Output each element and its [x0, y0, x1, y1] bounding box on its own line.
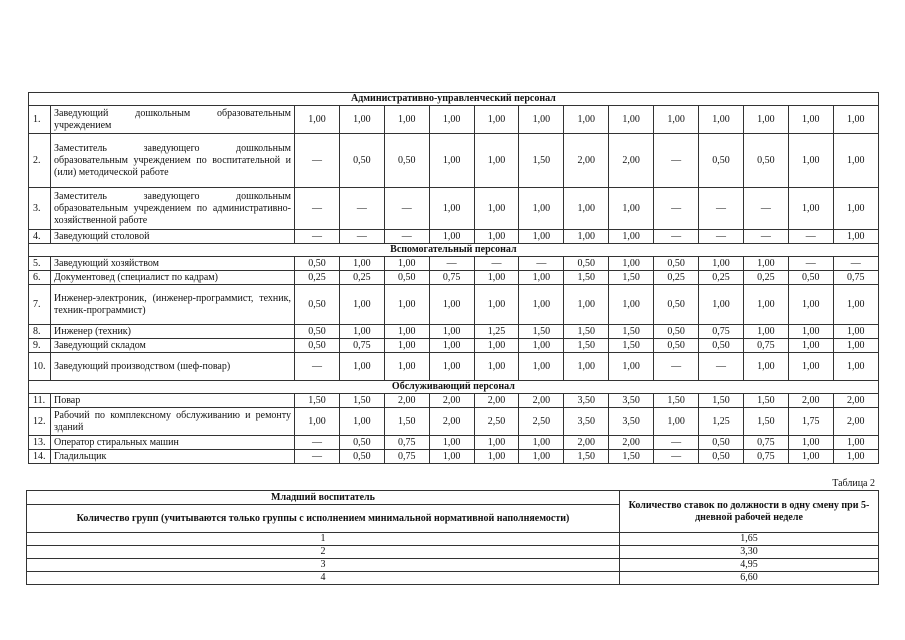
rate-value-cell: 1,00 — [474, 188, 519, 230]
rate-value-cell: — — [295, 230, 340, 244]
rate-value-cell: 1,00 — [384, 106, 429, 134]
rate-value-cell: 1,00 — [429, 436, 474, 450]
rate-value-cell: 3,50 — [564, 408, 609, 436]
rate-value-cell: 1,00 — [609, 353, 654, 381]
rate-value-cell: 1,00 — [429, 188, 474, 230]
rate-value-cell: 0,50 — [743, 134, 788, 188]
row-number: 3. — [29, 188, 51, 230]
rate-value-cell: 1,75 — [788, 408, 833, 436]
rate-value-cell: — — [384, 188, 429, 230]
rate-cell: 6,60 — [620, 572, 879, 585]
rate-value-cell: 1,00 — [295, 106, 340, 134]
junior-teacher-header: Младший воспитатель — [27, 491, 620, 505]
rate-value-cell: 1,00 — [339, 106, 384, 134]
rate-value-cell: 1,00 — [519, 450, 564, 464]
section-title: Обслуживающий персонал — [29, 381, 879, 394]
rate-value-cell: 1,00 — [743, 325, 788, 339]
rate-value-cell: — — [699, 353, 744, 381]
position-name: Повар — [51, 394, 295, 408]
rate-value-cell: 0,50 — [295, 285, 340, 325]
position-name: Гладильщик — [51, 450, 295, 464]
position-name: Заведующий столовой — [51, 230, 295, 244]
rate-value-cell: 1,50 — [743, 408, 788, 436]
rate-value-cell: 2,00 — [564, 134, 609, 188]
rate-value-cell: 1,00 — [788, 134, 833, 188]
rate-value-cell: 2,00 — [474, 394, 519, 408]
section-title: Вспомогательный персонал — [29, 244, 879, 257]
rate-value-cell: 1,00 — [384, 325, 429, 339]
rate-value-cell: 0,50 — [295, 339, 340, 353]
row-number: 9. — [29, 339, 51, 353]
rate-value-cell: 0,75 — [833, 271, 878, 285]
rate-value-cell: — — [699, 230, 744, 244]
position-name: Оператор стиральных машин — [51, 436, 295, 450]
rate-value-cell: 1,00 — [788, 285, 833, 325]
rate-value-cell: 1,00 — [429, 230, 474, 244]
table-row — [29, 106, 879, 134]
table-row — [29, 353, 879, 381]
rate-value-cell: 2,00 — [519, 394, 564, 408]
rate-value-cell: 1,00 — [429, 285, 474, 325]
rate-value-cell: — — [788, 257, 833, 271]
rate-value-cell: 0,50 — [699, 339, 744, 353]
rate-value-cell: 0,50 — [788, 271, 833, 285]
rate-value-cell: 1,50 — [609, 339, 654, 353]
rate-value-cell: 1,00 — [833, 134, 878, 188]
rate-value-cell: — — [295, 188, 340, 230]
rate-value-cell: 1,00 — [339, 257, 384, 271]
rate-value-cell: 1,00 — [833, 230, 878, 244]
rate-value-cell: 1,00 — [474, 134, 519, 188]
rate-value-cell: 1,00 — [339, 325, 384, 339]
position-name: Заведующий дошкольным образовательным учреждением — [51, 106, 295, 134]
rate-value-cell: 1,50 — [699, 394, 744, 408]
rate-value-cell: 3,50 — [609, 408, 654, 436]
staffing-table — [28, 92, 879, 464]
rate-value-cell: 1,00 — [833, 188, 878, 230]
rate-value-cell: 1,00 — [384, 285, 429, 325]
rate-value-cell: 0,25 — [295, 271, 340, 285]
rate-value-cell: 1,00 — [699, 106, 744, 134]
rate-value-cell: 1,00 — [564, 285, 609, 325]
rate-value-cell: 1,50 — [564, 325, 609, 339]
row-number: 7. — [29, 285, 51, 325]
rate-value-cell: 1,00 — [474, 285, 519, 325]
rate-value-cell: 1,00 — [743, 285, 788, 325]
rate-value-cell: 2,00 — [833, 394, 878, 408]
rate-value-cell: 1,00 — [833, 325, 878, 339]
rate-value-cell: 0,25 — [339, 271, 384, 285]
rate-value-cell: 1,00 — [519, 436, 564, 450]
rate-value-cell: 1,00 — [833, 436, 878, 450]
rate-value-cell: 1,00 — [609, 188, 654, 230]
groups-column-header: Количество групп (учитываются только группы с исполнением минимальной нормативной наполняемости) — [27, 505, 620, 533]
rate-value-cell: 0,50 — [699, 450, 744, 464]
row-number: 10. — [29, 353, 51, 381]
groups-cell: 2 — [27, 546, 620, 559]
rate-value-cell: 1,00 — [609, 285, 654, 325]
rate-value-cell: 1,00 — [429, 325, 474, 339]
rate-value-cell: 1,00 — [429, 106, 474, 134]
rate-cell: 4,95 — [620, 559, 879, 572]
rate-value-cell: 1,00 — [429, 339, 474, 353]
rate-value-cell: — — [743, 188, 788, 230]
rate-value-cell: 1,50 — [384, 408, 429, 436]
rate-value-cell: — — [699, 188, 744, 230]
rate-value-cell: 1,00 — [788, 353, 833, 381]
rate-value-cell: — — [654, 134, 699, 188]
position-name: Заведующий складом — [51, 339, 295, 353]
position-name: Заведующий хозяйством — [51, 257, 295, 271]
rate-value-cell: 1,50 — [519, 325, 564, 339]
rate-value-cell: 1,00 — [384, 353, 429, 381]
rate-value-cell: 0,75 — [743, 436, 788, 450]
rate-value-cell: 0,75 — [699, 325, 744, 339]
rate-value-cell: 2,50 — [474, 408, 519, 436]
table-row — [29, 188, 879, 230]
rate-value-cell: 1,00 — [788, 436, 833, 450]
rate-value-cell: 1,00 — [564, 188, 609, 230]
rate-value-cell: 1,00 — [609, 230, 654, 244]
row-number: 11. — [29, 394, 51, 408]
table-row — [29, 408, 879, 436]
rate-value-cell: 0,50 — [295, 257, 340, 271]
rate-value-cell: 0,75 — [339, 339, 384, 353]
rate-value-cell: 2,00 — [429, 394, 474, 408]
rate-value-cell: 1,00 — [519, 106, 564, 134]
rate-value-cell: 1,00 — [429, 450, 474, 464]
rate-value-cell: 1,00 — [833, 353, 878, 381]
rate-value-cell: 1,00 — [654, 408, 699, 436]
row-number: 8. — [29, 325, 51, 339]
table-row — [29, 271, 879, 285]
rate-value-cell: 1,00 — [429, 134, 474, 188]
rate-value-cell: — — [654, 230, 699, 244]
rate-value-cell: 0,25 — [654, 271, 699, 285]
position-name: Заместитель заведующего дошкольным образовательным учреждением по воспитательной и (или) методической работе — [51, 134, 295, 188]
rate-value-cell: 1,00 — [519, 230, 564, 244]
rate-value-cell: 1,00 — [788, 188, 833, 230]
rate-value-cell: 1,00 — [339, 408, 384, 436]
rate-value-cell: 1,50 — [609, 271, 654, 285]
rate-value-cell: 1,00 — [474, 436, 519, 450]
rate-value-cell: — — [833, 257, 878, 271]
groups-cell: 1 — [27, 533, 620, 546]
row-number: 5. — [29, 257, 51, 271]
rate-value-cell: 3,50 — [564, 394, 609, 408]
rate-value-cell: 1,00 — [564, 353, 609, 381]
rate-value-cell: 1,00 — [384, 257, 429, 271]
rate-value-cell: 1,00 — [519, 271, 564, 285]
table-row — [29, 285, 879, 325]
rate-value-cell: 1,50 — [609, 450, 654, 464]
row-number: 1. — [29, 106, 51, 134]
rate-value-cell: 1,00 — [833, 285, 878, 325]
rate-value-cell: 1,00 — [788, 325, 833, 339]
rate-value-cell: — — [474, 257, 519, 271]
junior-teacher-table — [26, 490, 879, 585]
rate-value-cell: 1,00 — [833, 339, 878, 353]
rate-value-cell: 0,50 — [654, 339, 699, 353]
rate-value-cell: 2,00 — [788, 394, 833, 408]
rate-value-cell: 2,00 — [609, 436, 654, 450]
rate-value-cell: 2,50 — [519, 408, 564, 436]
rate-value-cell: 1,50 — [564, 339, 609, 353]
rate-value-cell: 1,00 — [609, 257, 654, 271]
rate-cell: 3,30 — [620, 546, 879, 559]
rate-value-cell: 1,00 — [743, 353, 788, 381]
rate-value-cell: 1,00 — [699, 257, 744, 271]
rate-value-cell: 0,75 — [743, 339, 788, 353]
rate-value-cell: 1,00 — [788, 106, 833, 134]
rate-value-cell: — — [654, 436, 699, 450]
rate-value-cell: 0,75 — [743, 450, 788, 464]
rate-value-cell: — — [743, 230, 788, 244]
row-number: 6. — [29, 271, 51, 285]
rate-value-cell: 1,00 — [519, 353, 564, 381]
rate-value-cell: 0,50 — [654, 285, 699, 325]
rate-value-cell: 0,50 — [384, 134, 429, 188]
rate-value-cell: 1,00 — [743, 106, 788, 134]
rate-cell: 1,65 — [620, 533, 879, 546]
rate-value-cell: 0,50 — [654, 257, 699, 271]
staffing-table-body — [29, 93, 879, 464]
rate-value-cell: 1,50 — [295, 394, 340, 408]
rate-value-cell: 0,25 — [743, 271, 788, 285]
rate-value-cell: 1,00 — [474, 271, 519, 285]
row-number: 4. — [29, 230, 51, 244]
rate-value-cell: 1,00 — [743, 257, 788, 271]
rate-value-cell: 1,00 — [519, 339, 564, 353]
rate-value-cell: 0,50 — [654, 325, 699, 339]
rate-value-cell: 1,00 — [384, 339, 429, 353]
rate-value-cell: — — [519, 257, 564, 271]
rate-value-cell: 2,00 — [564, 436, 609, 450]
rate-value-cell: — — [295, 353, 340, 381]
rate-value-cell: — — [295, 450, 340, 464]
rate-value-cell: 0,75 — [429, 271, 474, 285]
table-row — [29, 134, 879, 188]
rate-value-cell: 1,50 — [564, 450, 609, 464]
table-row — [29, 325, 879, 339]
rate-value-cell: — — [788, 230, 833, 244]
rate-value-cell: — — [295, 436, 340, 450]
rate-value-cell: 0,50 — [339, 450, 384, 464]
position-name: Заместитель заведующего дошкольным образовательным учреждением по административно-хозяйственной работе — [51, 188, 295, 230]
groups-cell: 3 — [27, 559, 620, 572]
rate-value-cell: 1,00 — [339, 285, 384, 325]
rate-value-cell: 1,25 — [699, 408, 744, 436]
rate-value-cell: 1,50 — [609, 325, 654, 339]
rate-value-cell: 1,00 — [295, 408, 340, 436]
rate-value-cell: — — [654, 188, 699, 230]
rate-value-cell: 1,00 — [474, 106, 519, 134]
rate-value-cell: 1,00 — [699, 285, 744, 325]
rate-value-cell: 2,00 — [384, 394, 429, 408]
rate-value-cell: 2,00 — [429, 408, 474, 436]
rate-value-cell: — — [384, 230, 429, 244]
table-row — [29, 339, 879, 353]
rate-value-cell: — — [295, 134, 340, 188]
rate-value-cell: 1,00 — [788, 450, 833, 464]
rate-value-cell: 0,50 — [339, 436, 384, 450]
rate-value-cell: 3,50 — [609, 394, 654, 408]
rate-value-cell: 1,50 — [743, 394, 788, 408]
rate-value-cell: — — [654, 450, 699, 464]
rate-value-cell: 0,75 — [384, 450, 429, 464]
groups-cell: 4 — [27, 572, 620, 585]
rate-value-cell: 1,50 — [339, 394, 384, 408]
section-title: Административно-управленческий персонал — [29, 93, 879, 106]
position-name: Инженер (техник) — [51, 325, 295, 339]
rate-value-cell: 0,25 — [699, 271, 744, 285]
rate-value-cell: 0,50 — [699, 436, 744, 450]
table-row — [29, 450, 879, 464]
table-row — [29, 230, 879, 244]
rate-column-header: Количество ставок по должности в одну смену при 5-дневной рабочей неделе — [620, 491, 879, 533]
rate-value-cell: 0,50 — [384, 271, 429, 285]
rate-value-cell: 2,00 — [609, 134, 654, 188]
rate-value-cell: 1,25 — [474, 325, 519, 339]
rate-value-cell: 1,00 — [564, 106, 609, 134]
rate-value-cell: 0,50 — [564, 257, 609, 271]
rate-value-cell: — — [654, 353, 699, 381]
row-number: 2. — [29, 134, 51, 188]
rate-value-cell: 1,00 — [788, 339, 833, 353]
section-header-row — [29, 244, 879, 257]
rate-value-cell: 0,50 — [295, 325, 340, 339]
rate-value-cell: 1,00 — [474, 230, 519, 244]
rate-value-cell: 0,75 — [384, 436, 429, 450]
rate-value-cell: 1,00 — [474, 450, 519, 464]
rate-value-cell: 1,50 — [519, 134, 564, 188]
table-row — [29, 436, 879, 450]
rate-value-cell: — — [339, 230, 384, 244]
section-header-row — [29, 93, 879, 106]
rate-value-cell: 2,00 — [833, 408, 878, 436]
rate-value-cell: 1,00 — [474, 339, 519, 353]
rate-value-cell: 0,50 — [339, 134, 384, 188]
rate-value-cell: 1,00 — [833, 106, 878, 134]
rate-value-cell: 1,50 — [564, 271, 609, 285]
table-row — [29, 394, 879, 408]
rate-value-cell: 1,00 — [609, 106, 654, 134]
position-name: Документовед (специалист по кадрам) — [51, 271, 295, 285]
rate-value-cell: 1,00 — [519, 188, 564, 230]
table-row — [29, 257, 879, 271]
rate-value-cell: 0,50 — [699, 134, 744, 188]
position-name: Рабочий по комплексному обслуживанию и ремонту зданий — [51, 408, 295, 436]
section-header-row — [29, 381, 879, 394]
row-number: 14. — [29, 450, 51, 464]
rate-value-cell: 1,00 — [474, 353, 519, 381]
table-2-caption: Таблица 2 — [832, 478, 875, 489]
rate-value-cell: 1,00 — [429, 353, 474, 381]
rate-value-cell: 1,00 — [519, 285, 564, 325]
rate-value-cell: 1,00 — [564, 230, 609, 244]
position-name: Инженер-электроник, (инженер-программист, техник, техник-программист) — [51, 285, 295, 325]
row-number: 13. — [29, 436, 51, 450]
rate-value-cell: 1,00 — [339, 353, 384, 381]
row-number: 12. — [29, 408, 51, 436]
rate-value-cell: 1,00 — [833, 450, 878, 464]
rate-value-cell: 1,50 — [654, 394, 699, 408]
rate-value-cell: 1,00 — [654, 106, 699, 134]
rate-value-cell: — — [339, 188, 384, 230]
rate-value-cell: — — [429, 257, 474, 271]
position-name: Заведующий производством (шеф-повар) — [51, 353, 295, 381]
